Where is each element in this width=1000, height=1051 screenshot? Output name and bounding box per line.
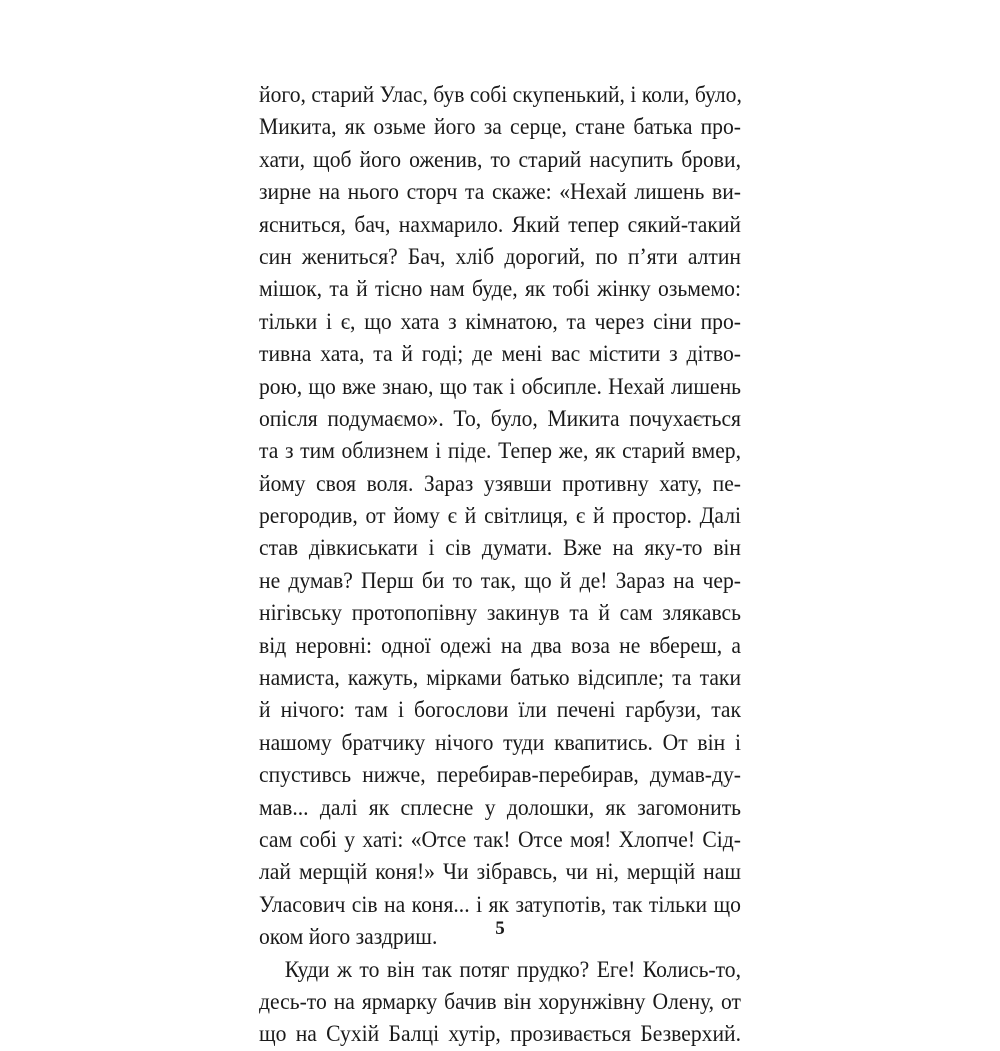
text-line: оком його заздриш. — [259, 924, 438, 951]
text-line: спустивсь нижче, перебирав-перебирав, думав-ду- — [259, 762, 742, 789]
paragraph-1 — [259, 79, 741, 954]
text-line: не думав? Перш би то так, що й де! Зараз на чер- — [259, 567, 742, 594]
text-line: опісля подумаємо». То, було, Микита почухається — [259, 405, 742, 432]
text-line: нігівську протопопівну закинув та й сам злякавсь — [259, 600, 742, 627]
text-line: ясниться, бач, нахмарило. Який тепер сякий-такий — [259, 211, 742, 238]
text-line: рою, що вже знаю, що так і обсипле. Нехай лишень — [259, 373, 742, 400]
text-line: від неровні: одної одежі на два воза не вбереш, а — [259, 632, 742, 659]
text-line: десь-то на ярмарку бачив він хорунжівну Олену, от — [259, 988, 742, 1015]
text-line: нашому братчику нічого туди квапитись. От він і — [259, 729, 742, 756]
text-line: мав... далі як сплесне у долошки, як загомонить — [259, 794, 742, 821]
text-line: й нічого: там і богослови їли печені гарбузи, так — [259, 697, 742, 724]
page-number: 5 — [495, 918, 505, 939]
text-line: Уласович сів на коня... і як затупотів, так тільки що — [259, 891, 742, 918]
text-line: та з тим облизнем і піде. Тепер же, як старий вмер, — [259, 438, 742, 465]
text-line: регородив, от йому є й світлиця, є й простор. Далі — [259, 503, 742, 530]
text-line: сам собі у хаті: «Отсе так! Отсе моя! Хлопче! Сід- — [259, 826, 742, 853]
text-line: Куди ж то він так потяг прудко? Еге! Колись-то, — [284, 956, 742, 983]
text-line: тільки і є, що хата з кімнатою, та через сіни про- — [259, 308, 742, 335]
paragraph-2 — [259, 954, 741, 1051]
text-line: хати, щоб його оженив, то старий насупить брови, — [259, 146, 742, 173]
text-line: намиста, кажуть, мірками батько відсипле; та таки — [259, 665, 742, 692]
text-line: що на Сухій Балці хутір, прозивається Безверхий. — [259, 1021, 742, 1048]
text-line: став дівкиськати і сів думати. Вже на яку-то він — [259, 535, 742, 562]
page-text — [259, 79, 741, 1051]
text-line: зирне на нього сторч та скаже: «Нехай лишень ви- — [259, 179, 742, 206]
text-line: йому своя воля. Зараз узявши противну хату, пе- — [259, 470, 742, 497]
text-line: тивна хата, та й годі; де мені вас містити з дітво- — [259, 341, 742, 368]
text-line: син жениться? Бач, хліб дорогий, по п’яти алтин — [259, 243, 742, 270]
text-line: його, старий Улас, був собі скупенький, і коли, було, — [259, 82, 742, 108]
text-line: лай мерщій коня!» Чи зібравсь, чи ні, мерщій наш — [259, 859, 742, 886]
text-line: мішок, та й тісно нам буде, як тобі жінку озьмемо: — [259, 276, 742, 303]
text-line: Микита, як озьме його за серце, стане батька про- — [259, 114, 742, 141]
